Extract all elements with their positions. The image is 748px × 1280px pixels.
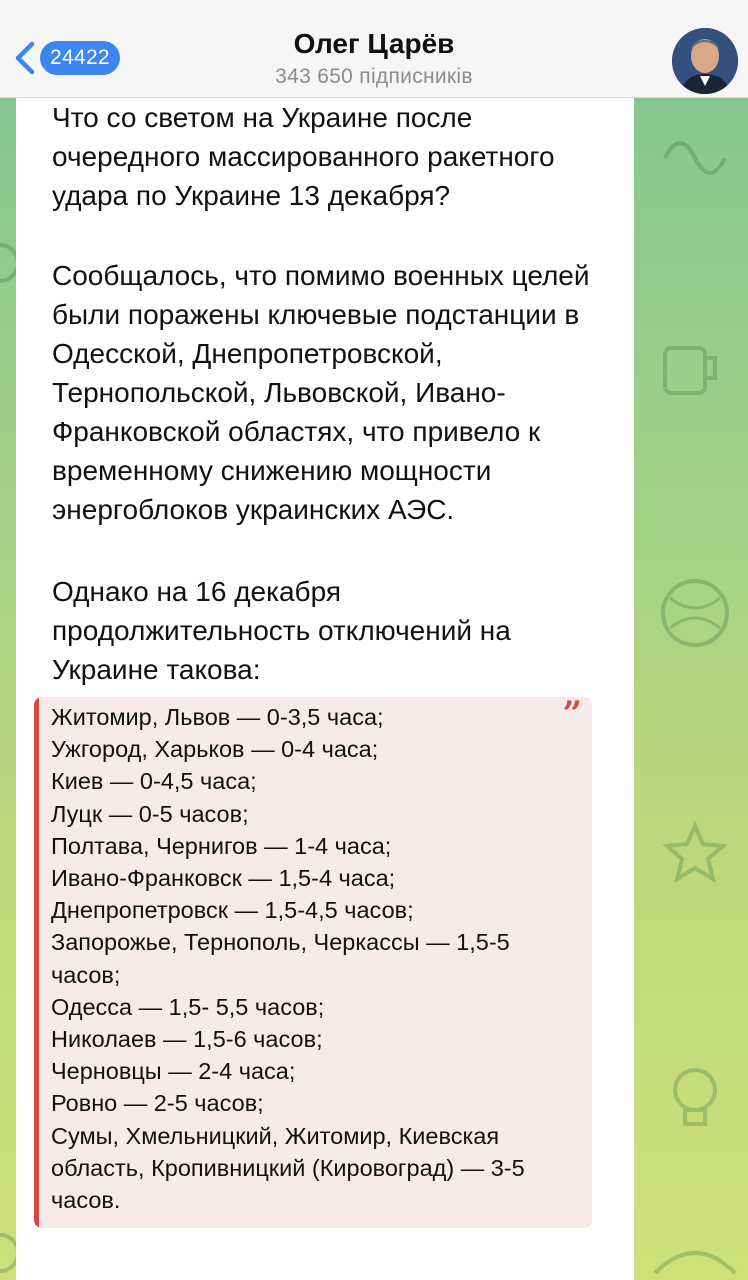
quote-line: часов. xyxy=(51,1187,121,1214)
quote-line: Житомир, Львов — 0-3,5 часа; xyxy=(51,704,384,730)
message-line: Украине такова: xyxy=(52,654,261,685)
channel-title[interactable]: Олег Царёв xyxy=(293,28,455,59)
quote-icon: ” xyxy=(562,697,582,734)
message-line: очередного массированного ракетного xyxy=(52,141,555,172)
message-paragraph-3 xyxy=(52,572,642,689)
cup-icon xyxy=(650,328,730,408)
quote-line: Николаев — 1,5-6 часов; xyxy=(51,1026,323,1053)
quote-line: Сумы, Хмельницкий, Житомир, Киевская xyxy=(51,1122,500,1149)
umbrella-icon xyxy=(650,1238,740,1278)
unread-count-badge: 24422 xyxy=(40,41,120,75)
chat-header xyxy=(0,0,748,98)
avatar[interactable] xyxy=(672,28,738,94)
quote-line: Луцк — 0-5 часов; xyxy=(51,800,249,827)
quote-line: Ужгород, Харьков — 0-4 часа; xyxy=(51,736,379,763)
message-line: Франковской областях, что привело к xyxy=(52,416,541,447)
message-line: энергоблоков украинских АЭС. xyxy=(52,494,455,525)
message-paragraph-1 xyxy=(52,98,642,215)
quote-line: Днепропетровск — 1,5-4,5 часов; xyxy=(51,897,414,924)
blockquote xyxy=(34,697,592,1228)
quote-line: Черновцы — 2-4 часа; xyxy=(51,1058,296,1085)
quote-line: Запорожье, Тернополь, Черкассы — 1,5-5 xyxy=(51,929,510,956)
message-line: временному снижению мощности xyxy=(52,455,492,486)
doodle-icon xyxy=(655,118,735,198)
quote-line: область, Кропивницкий (Кировоград) — 3-5 xyxy=(51,1154,525,1181)
quote-line: Одесса — 1,5- 5,5 часов; xyxy=(51,993,325,1020)
star-icon xyxy=(660,818,730,888)
quote-line: Полтава, Чернигов — 1-4 часа; xyxy=(51,832,392,859)
message-line: продолжительность отключений на xyxy=(52,615,511,646)
message-line: Одесской, Днепропетровской, xyxy=(52,338,443,369)
message-line: Однако на 16 декабря xyxy=(52,576,341,607)
subscriber-count: 343 650 підписників xyxy=(275,65,473,88)
message-line: Что со светом на Украине после xyxy=(52,102,473,133)
message-line: Сообщалось, что помимо военных целей xyxy=(52,260,590,291)
quote-line: Киев — 0-4,5 часа; xyxy=(51,768,257,795)
quote-line: часов; xyxy=(51,961,121,988)
bulb-icon xyxy=(655,1058,735,1138)
quote-line: Ивано-Франковск — 1,5-4 часа; xyxy=(51,865,396,892)
message-paragraph-2 xyxy=(52,256,642,529)
message-line: удара по Украине 13 декабря? xyxy=(52,180,451,211)
message-line: были поражены ключевые подстанции в xyxy=(52,299,580,330)
message-line: Тернопольской, Львовской, Ивано- xyxy=(52,377,506,408)
ball-icon xyxy=(650,568,740,658)
quote-accent-bar xyxy=(34,697,39,1228)
avatar-photo-icon xyxy=(672,28,738,94)
quote-line: Ровно — 2-5 часов; xyxy=(51,1090,264,1117)
quote-lines xyxy=(51,701,571,1216)
